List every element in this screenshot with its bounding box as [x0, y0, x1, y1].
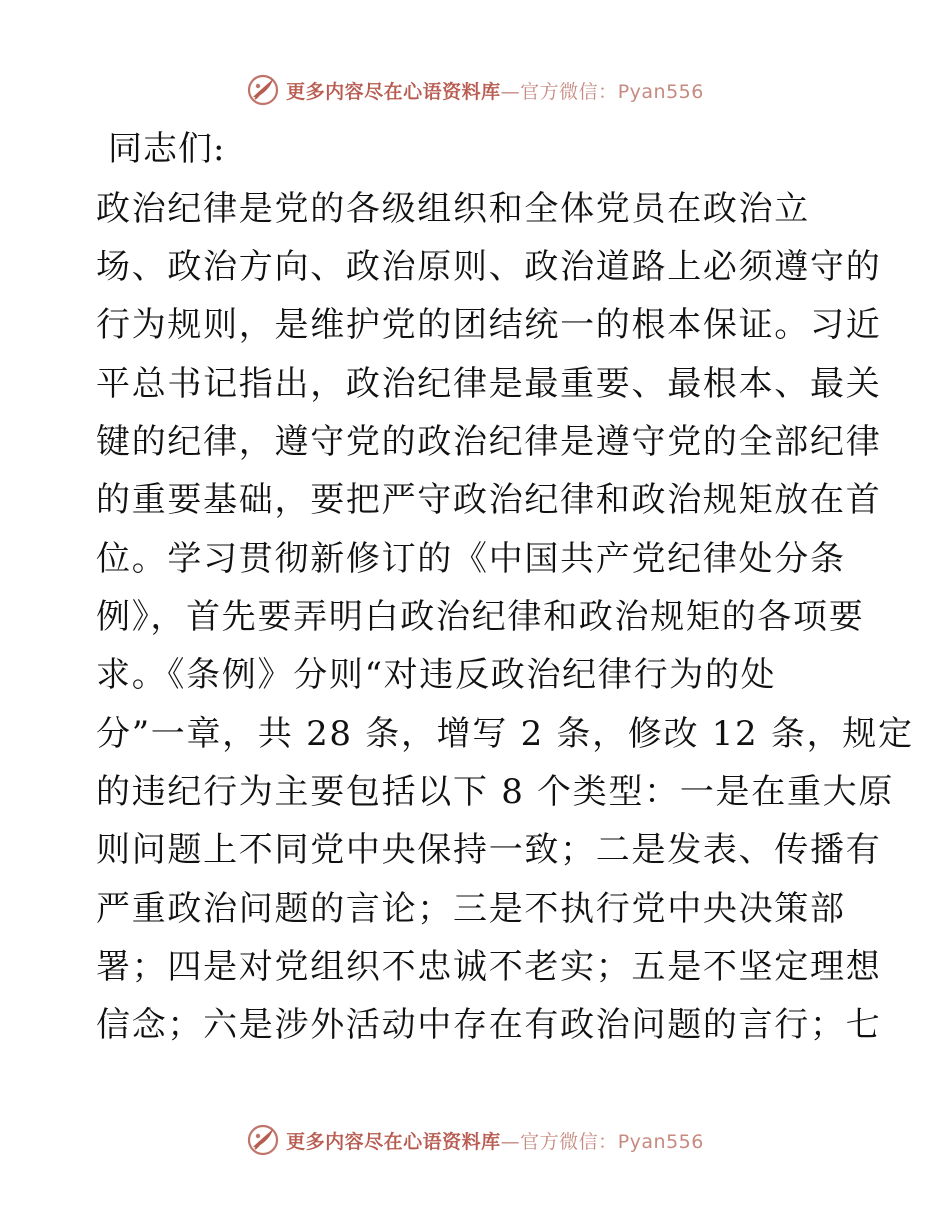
footer-watermark	[0, 1120, 950, 1160]
watermark-dash: —	[500, 80, 521, 103]
text-line: 信念；六是涉外活动中存在有政治问题的言行；七	[96, 1005, 882, 1045]
text-line: 署；四是对党组织不忠诚不老实；五是不坚定理想	[96, 947, 882, 987]
text-line: 政治纪律是党的各级组织和全体党员在政治立	[96, 189, 810, 229]
body-text	[0, 184, 950, 1064]
quill-logo-icon	[246, 73, 280, 107]
text-line: 则问题上不同党中央保持一致；二是发表、传播有	[96, 830, 882, 870]
text-line: 的重要基础，要把严守政治纪律和政治规矩放在首	[96, 480, 882, 520]
watermark-site: 更多内容尽在心语资料库	[286, 1130, 501, 1153]
watermark-account: Pyan556	[617, 80, 704, 103]
greeting: 同志们:	[108, 129, 226, 169]
text-line: 例》，首先要弄明白政治纪律和政治规矩的各项要	[96, 597, 865, 637]
watermark-site: 更多内容尽在心语资料库	[286, 80, 501, 103]
text-line: 分”一章，共 28 条，增写 2 条，修改 12 条，规定	[96, 714, 914, 754]
watermark-account: Pyan556	[617, 1130, 704, 1153]
watermark-text	[286, 77, 704, 104]
watermark-text	[286, 1127, 704, 1154]
text-line: 键的纪律，遵守党的政治纪律是遵守党的全部纪律	[96, 422, 882, 462]
watermark-dash: —	[500, 1130, 521, 1153]
text-line: 平总书记指出，政治纪律是最重要、最根本、最关	[96, 364, 882, 404]
watermark-label: 官方微信：	[520, 1130, 618, 1153]
quill-logo-icon	[246, 1123, 280, 1157]
text-line: 求。《条例》分则“对违反政治纪律行为的处	[96, 655, 777, 695]
text-line: 严重政治问题的言论；三是不执行党中央决策部	[96, 889, 846, 929]
text-line: 场、政治方向、政治原则、政治道路上必须遵守的	[96, 247, 882, 287]
watermark-label: 官方微信：	[520, 80, 618, 103]
header-watermark	[0, 70, 950, 110]
text-line: 的违纪行为主要包括以下 8 个类型：一是在重大原	[96, 772, 895, 812]
text-line: 行为规则，是维护党的团结统一的根本保证。习近	[96, 305, 882, 345]
text-line: 位。学习贯彻新修订的《中国共产党纪律处分条	[96, 539, 846, 579]
